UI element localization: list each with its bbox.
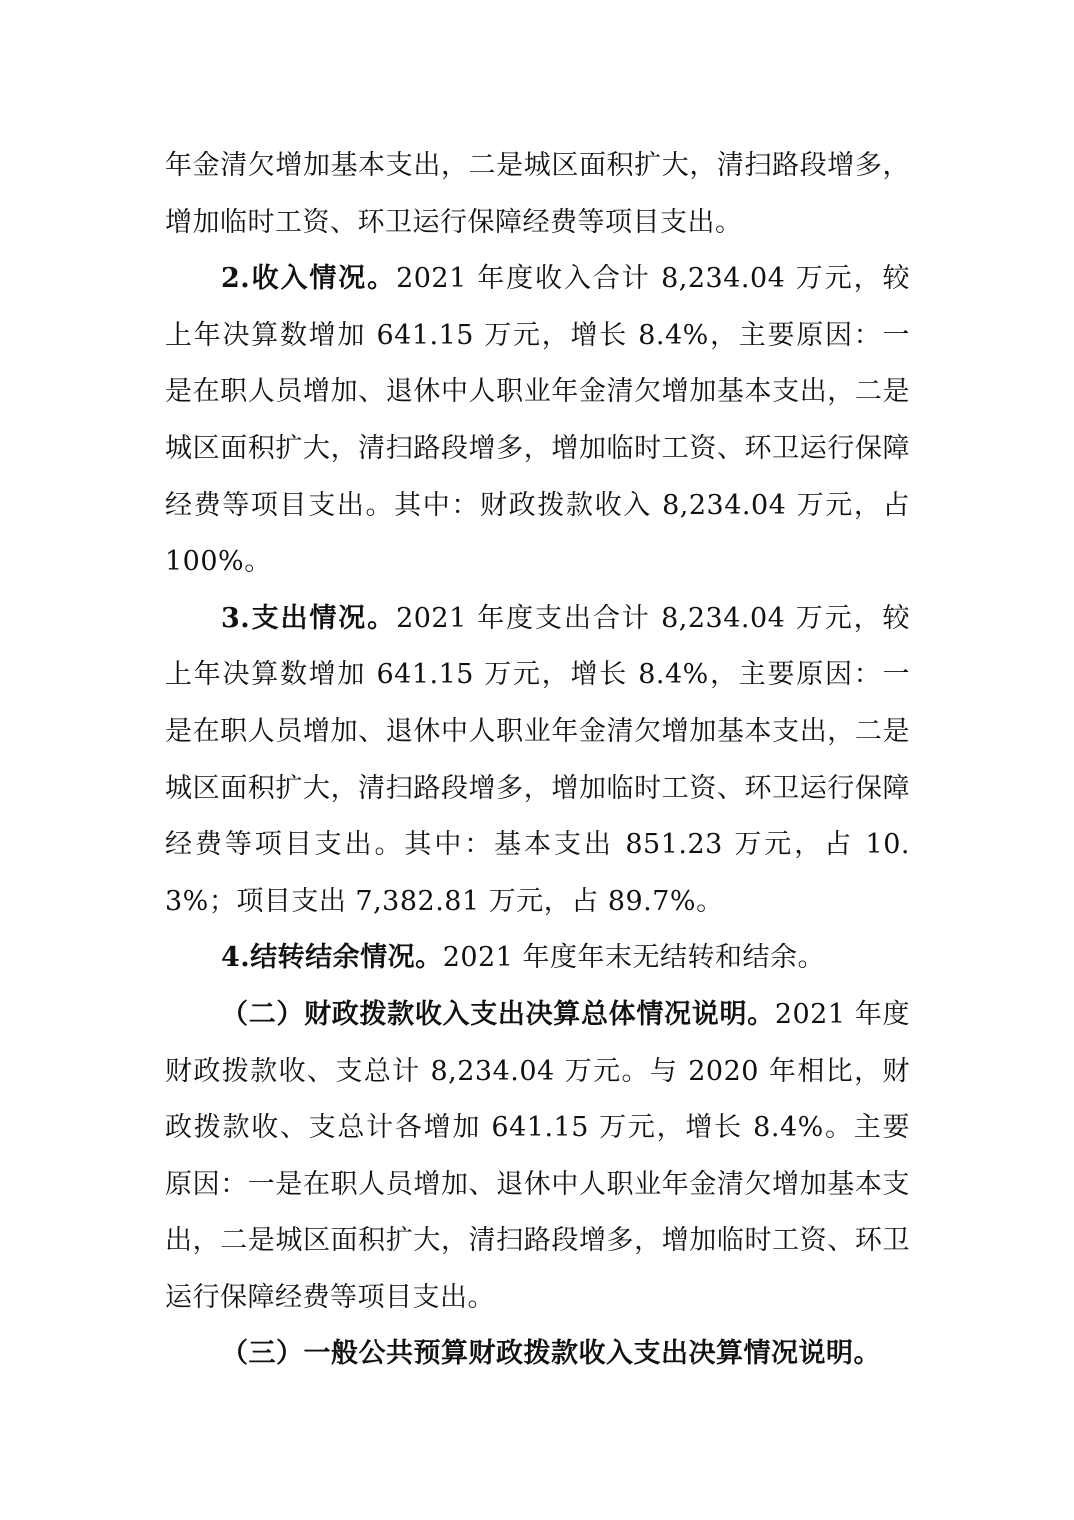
paragraph-text: 2021 年度年末无结转和结余。 [442,942,825,974]
section-heading-carryover: 4.结转结余情况。 [221,942,443,974]
paragraph-text: 2021 年度支出合计 8,234.04 万元，较上年决算数增加 641.15 万元，增长 8.4%，主要原因：一是在职人员增加、退休中人职业年金清欠增加基本支出，二是城区面积扩大，清扫路段增多，增加临时工资、环卫运行保障经费等项目支出。其中：基本支出 851.23 万元，占 10.3%；项目支出 7,382.81 万元，占 89.7%。 [165,602,910,917]
paragraph-general-public-budget [165,1326,910,1383]
section-heading-income: 2.收入情况。 [221,263,397,295]
document-page [165,138,910,1383]
paragraph-text: 2021 年度财政拨款收、支总计 8,234.04 万元。与 2020 年相比，财政拨款收、支总计各增加 641.15 万元，增长 8.4%。主要原因：一是在职人员增加、退休中人职业年金清欠增加基本支出，二是城区面积扩大，清扫路段增多，增加临时工资、环卫运行保障经费等项目支出。 [165,998,911,1313]
section-heading-expenditure: 3.支出情况。 [221,602,397,634]
paragraph-carryover [165,930,910,987]
paragraph-continuation [165,138,910,251]
paragraph-text: 2021 年度收入合计 8,234.04 万元，较上年决算数增加 641.15 万元，增长 8.4%，主要原因：一是在职人员增加、退休中人职业年金清欠增加基本支出，二是城区面积扩大，清扫路段增多，增加临时工资、环卫运行保障经费等项目支出。其中：财政拨款收入 8,234.04 万元，占 100%。 [165,263,910,578]
paragraph-expenditure [165,591,910,931]
paragraph-income [165,251,910,591]
paragraph-text: 年金清欠增加基本支出，二是城区面积扩大，清扫路段增多，增加临时工资、环卫运行保障经费等项目支出。 [165,150,910,238]
section-heading-general-public-budget: （三）一般公共预算财政拨款收入支出决算情况说明。 [221,1338,881,1370]
section-heading-fiscal-allocation-overview: （二）财政拨款收入支出决算总体情况说明。 [221,998,775,1030]
paragraph-fiscal-allocation-overview [165,987,910,1327]
